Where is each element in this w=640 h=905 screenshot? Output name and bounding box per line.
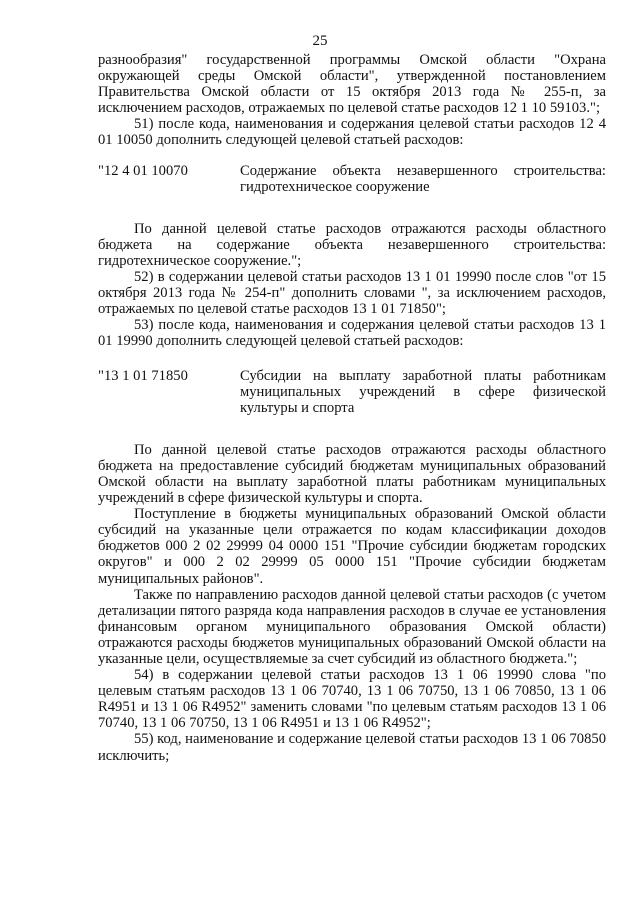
paragraph-entry-description: По данной целевой статье расходов отражаются расходы областного бюджета на предоставление субсидий бюджетам муниципальных образований Омской области на выплату заработной платы работникам муниципальных учреждений в сфере физической культуры и спорта. (98, 441, 606, 507)
entry-name: Субсидии на выплату заработной платы работникам муниципальных учреждений в сфере физической культуры и спорта (240, 367, 606, 416)
entry-name: Содержание объекта незавершенного строительства: гидротехническое сооружение (240, 162, 606, 195)
paragraph-item-52: 52) в содержании целевой статьи расходов 13 1 01 19990 после слов "от 15 октября 2013 года № 254-п" дополнить словами ", за исключением расходов, отражаемых по целевой статье расходов 13 1 01 71850"; (98, 269, 606, 318)
paragraph-item-53: 53) после кода, наименования и содержания целевой статьи расходов 13 1 01 19990 дополнить следующей целевой статьей расходов: (98, 317, 606, 350)
paragraph-also: Также по направлению расходов данной целевой статьи расходов (с учетом детализации пятого разряда кода направления расходов в случае ее установления финансовым органом муниципального образования Омской области) отражаются расходы бюджетов муниципальных образований Омской области на указанные цели, осуществляемые за счет субсидий из областного бюджета."; (98, 586, 606, 667)
entry-code: "12 4 01 10070 (98, 162, 188, 179)
code-entry-13-1-01-71850 (98, 368, 606, 416)
paragraph-item-55: 55) код, наименование и содержание целевой статьи расходов 13 1 06 70850 исключить; (98, 731, 606, 764)
page-number: 25 (312, 33, 328, 49)
paragraph-item-54: 54) в содержании целевой статьи расходов 13 1 06 19990 слова "по целевым статьям расходов 13 1 06 70740, 13 1 06 70750, 13 1 06 70850, 13 1 06 R4951 и 13 1 06 R4952" заменить словами "по целевым статьям расходов 13 1 06 70740, 13 1 06 70750, 13 1 06 R4951 и 13 1 06 R4952"; (98, 667, 606, 732)
paragraph-continuation: разнообразия" государственной программы Омской области "Охрана окружающей среды Омской области", утвержденной постановлением Правительства Омской области от 15 октября 2013 года № 255-п, за исключением расходов, отражаемых по целевой статье расходов 12 1 10 59103."; (98, 52, 606, 117)
paragraph-entry-description: По данной целевой статье расходов отражаются расходы областного бюджета на содержание объекта незавершенного строительства: гидротехническое сооружение."; (98, 220, 606, 269)
entry-code: "13 1 01 71850 (98, 367, 188, 384)
paragraph-item-51: 51) после кода, наименования и содержания целевой статьи расходов 12 4 01 10050 дополнить следующей целевой статьей расходов: (98, 116, 606, 149)
code-entry-12-4-01-10070 (98, 163, 606, 195)
document-body (98, 52, 606, 764)
paragraph-revenue: Поступление в бюджеты муниципальных образований Омской области субсидий на указанные цели отражается по кодам классификации доходов бюджетов 000 2 02 29999 04 0000 151 "Прочие субсидии бюджетам городских округов" и 000 2 02 29999 05 0000 151 "Прочие субсидии бюджетам муниципальных районов". (98, 506, 606, 587)
